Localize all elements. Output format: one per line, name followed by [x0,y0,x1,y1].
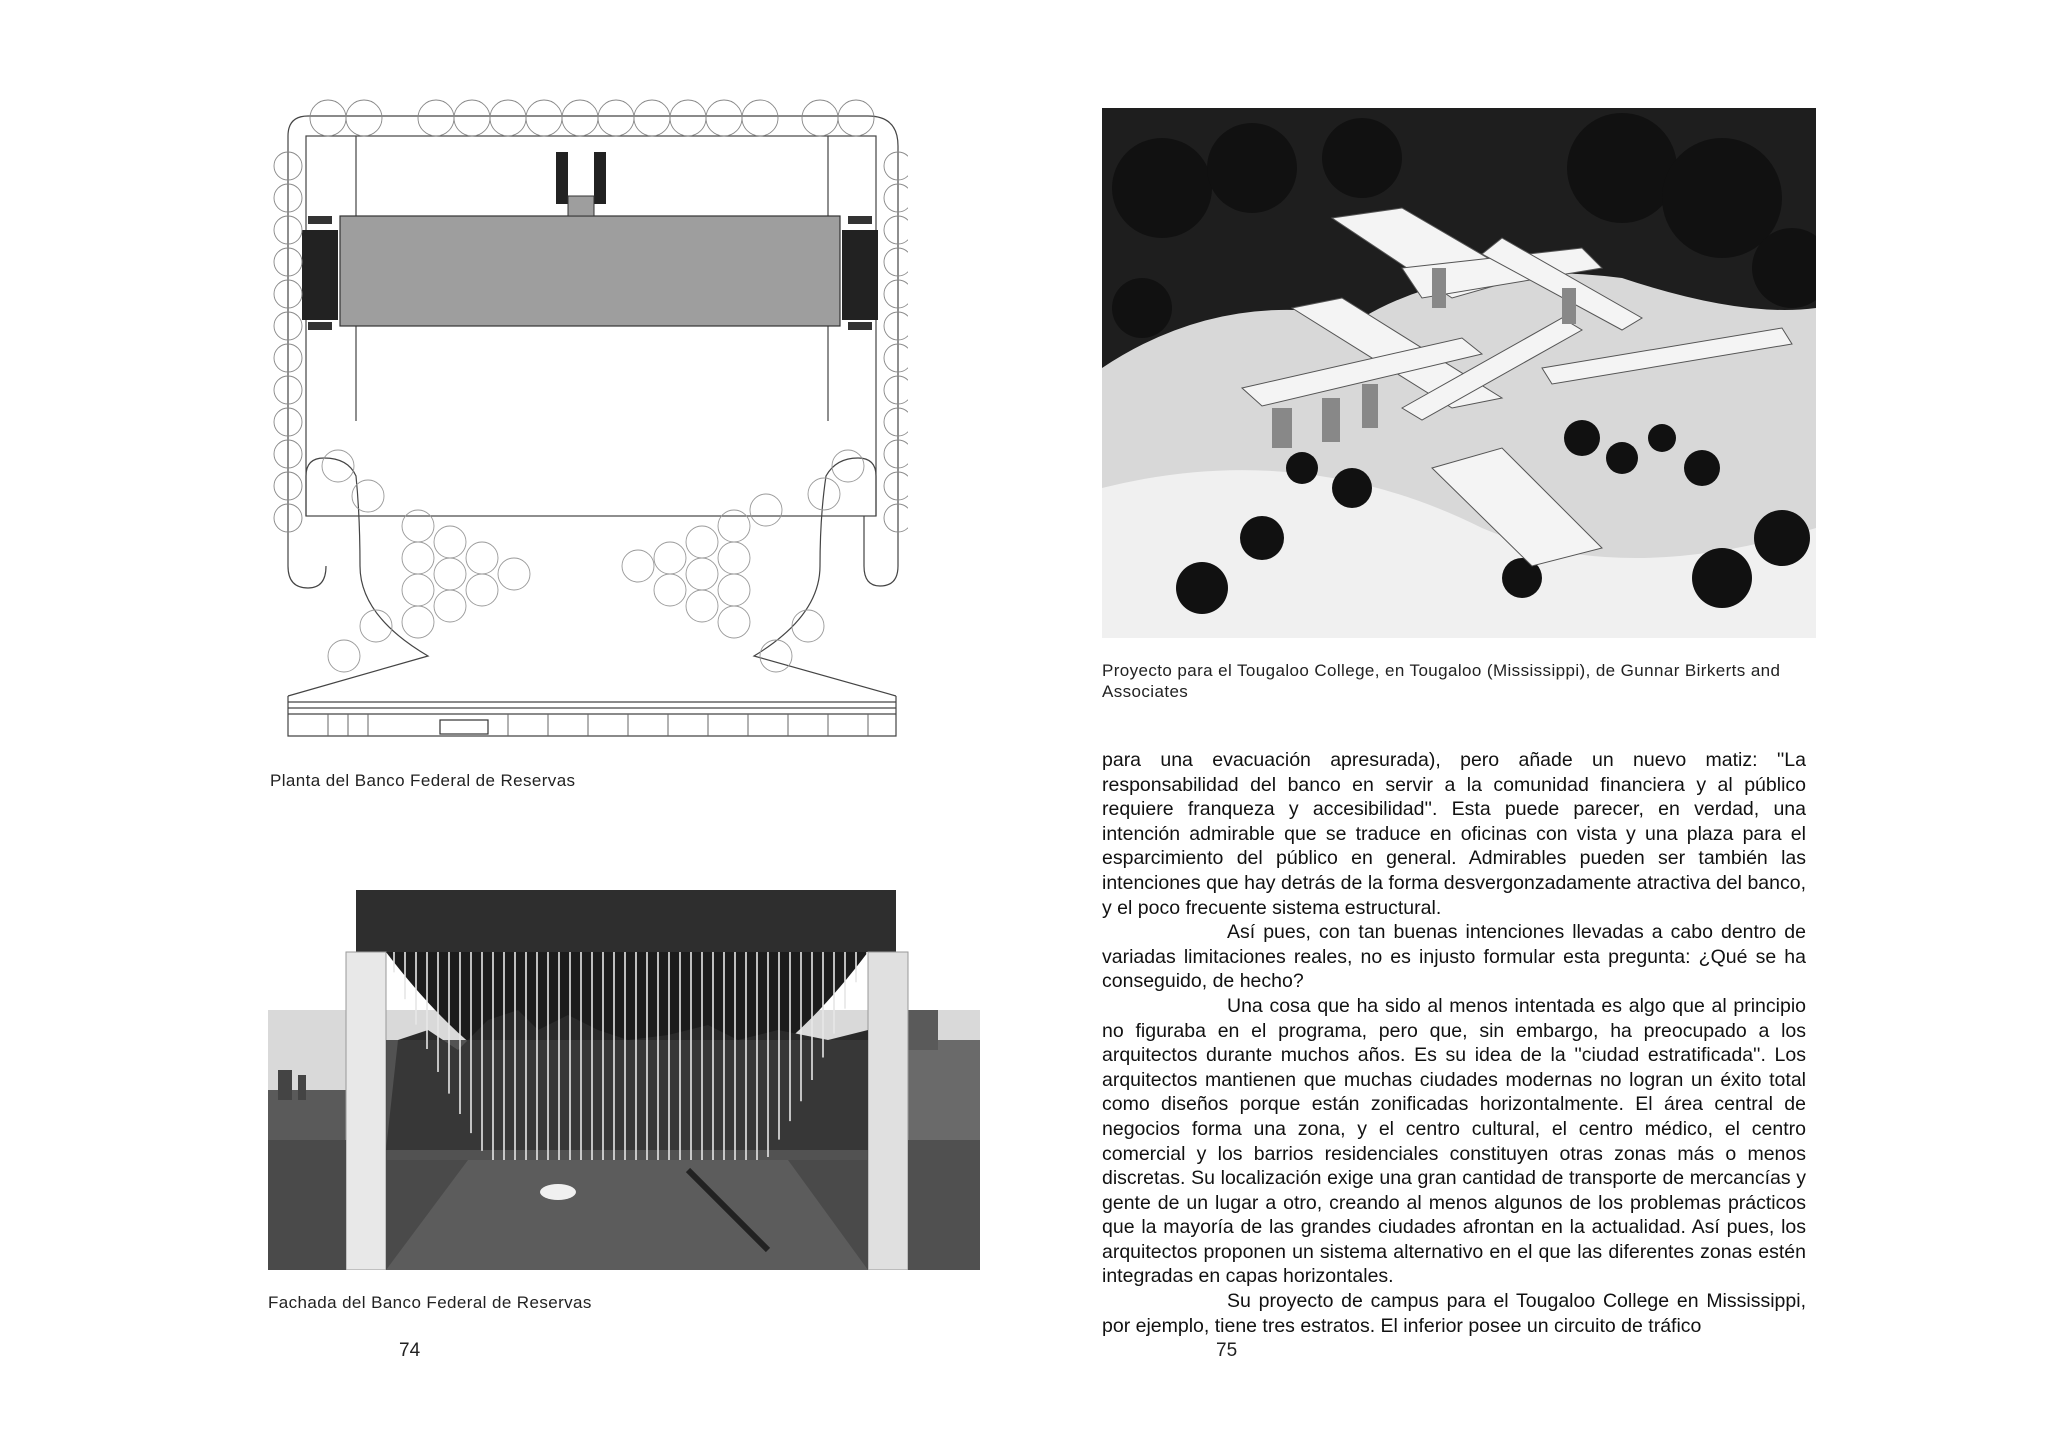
bank-facade-photo [268,890,980,1270]
page-number-right: 75 [1216,1340,1238,1361]
paragraph-1: para una evacuación apresurada), pero añade un nuevo matiz: ''La responsabilidad del banco en servir a la comunidad financiera y al público requiere franqueza y accesibilidad''. Esta puede parecer, en verdad, una intención admirable que se traduce en oficinas con vista y una plaza para el esparcimiento del público en general. Admirables pueden ser también las intenciones que hay detrás de la forma desvergonzadamente atractiva del banco, y el poco frecuente sistema estructural. [1102,749,1806,919]
facade-caption: Fachada del Banco Federal de Reservas [268,1293,592,1312]
paragraph-2: Así pues, con tan buenas intenciones llevadas a cabo dentro de variadas limitaciones reales, no es injusto formular esta pregunta: ¿Qué se ha conseguido, de hecho? [1102,921,1806,993]
photo-caption: Proyecto para el Tougaloo College, en Tougaloo (Mississippi), de Gunnar Birkerts and Associates [1102,661,1781,701]
plan-caption: Planta del Banco Federal de Reservas [270,771,576,790]
paragraph-3: Una cosa que ha sido al menos intentada es algo que al principio no figuraba en el programa, pero que, sin embargo, ha preocupado a los arquitectos durante muchos años. Es su idea de la ''ciudad estratificada''. Los arquitectos mantienen que muchas ciudades modernas no logran un éxito total como diseños porque están zonificadas horizontalmente. El área central de negocios forma una zona, y el centro cultural, el centro médico, el centro comercial y los barrios residenciales constituyen otras zonas más o menos discretas. Su localización exige una gran cantidad de transporte de mercancías y gente de un lugar a otro, creando al menos algunos de los problemas prácticos que la mayoría de las grandes ciudades afrontan en la actualidad. Así pues, los arquitectos proponen un sistema alternativo en el que las diferentes zonas estén integradas en capas horizontales. [1102,994,1806,1288]
right-page [1024,0,2048,1448]
page-number-left: 74 [399,1340,421,1361]
tougaloo-model-photo [1102,108,1816,638]
body-text [1102,748,1806,1338]
paragraph-4: Su proyecto de campus para el Tougaloo College en Mississippi, por ejemplo, tiene tres estratos. El inferior posee un circuito de tráfico [1102,1290,1806,1337]
bank-site-plan [268,96,908,756]
